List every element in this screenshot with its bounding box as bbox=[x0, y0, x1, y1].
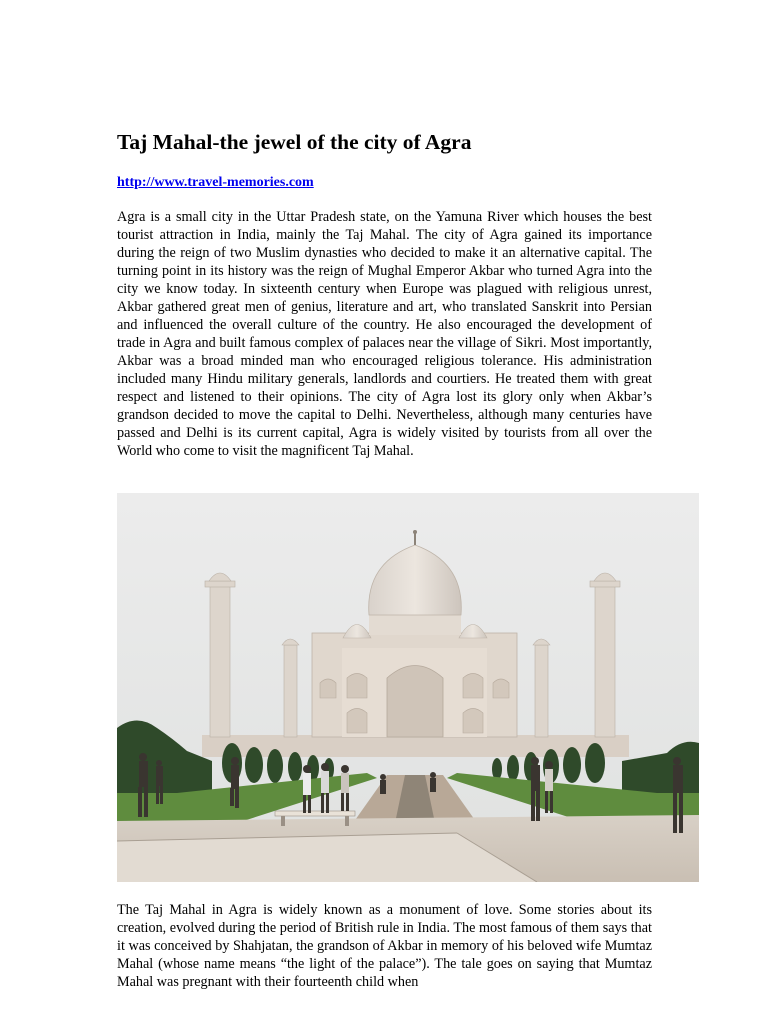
taj-mahal-photo bbox=[117, 493, 699, 882]
paragraph-agra-history: Agra is a small city in the Uttar Pradesh state, on the Yamuna River which houses the best tourist attraction in India, mainly the Taj Mahal. The city of Agra gained its importance during the reign of two Muslim dynasties who decided to make it an alternative capital. The turning point in its history was the reign of Mughal Emperor Akbar who turned Agra into the city we know today. In sixteenth century when Europe was plagued with religious unrest, Akbar gathered great men of genius, literature and art, who translated Sanskrit into Persian and influenced the overall culture of the country. He also encouraged the development of trade in Agra and built famous complex of palaces near the village of Sikri. Most importantly, Akbar was a broad minded man who encouraged religious tolerance. His administration included many Hindu military generals, landlords and courtiers. He treated them with great respect and listened to their opinions. The city of Agra lost its glory only when Akbar’s grandson decided to move the capital to Delhi. Nevertheless, although many centuries have passed and Delhi is its current capital, Agra is widely visited by tourists from all over the World who come to visit the magnificent Taj Mahal. bbox=[117, 209, 652, 459]
source-link[interactable]: http://www.travel-memories.com bbox=[117, 175, 314, 190]
document-title: Taj Mahal-the jewel of the city of Agra bbox=[117, 130, 472, 154]
paragraph-monument-of-love: The Taj Mahal in Agra is widely known as a monument of love. Some stories about its creation, evolved during the period of British rule in India. The most famous of them says that it was conceived by Shahjatan, the grandson of Akbar in memory of his beloved wife Mumtaz Mahal (whose name means “the light of the palace”). The tale goes on saying that Mumtaz Mahal was pregnant with their fourteenth child when bbox=[117, 902, 652, 990]
